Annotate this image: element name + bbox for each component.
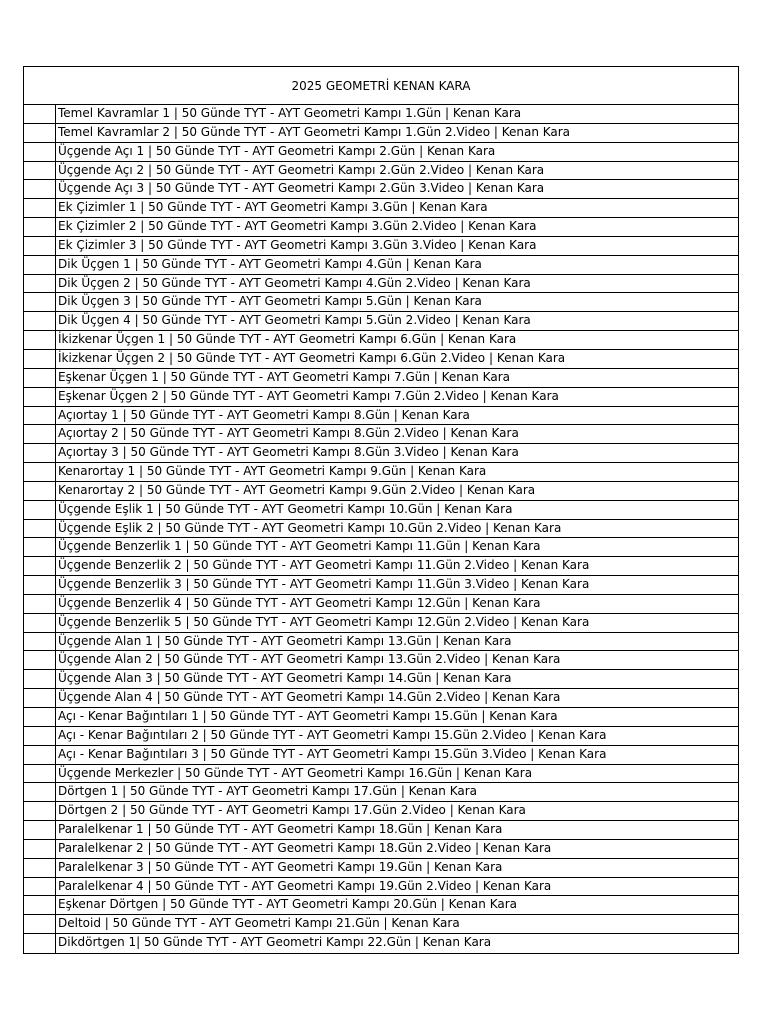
row-index-cell[interactable] [24,878,56,896]
row-index-cell[interactable] [24,708,56,726]
table-row [24,633,738,652]
table-row [24,915,738,934]
video-title-cell[interactable]: Üçgende Merkezler | 50 Günde TYT - AYT Geometri Kampı 16.Gün | Kenan Kara [58,765,533,780]
video-title-cell[interactable]: İkizkenar Üçgen 2 | 50 Günde TYT - AYT Geometri Kampı 6.Gün 2.Video | Kenan Kara [58,350,566,365]
row-index-cell[interactable] [24,350,56,368]
table-row [24,859,738,878]
row-index-cell[interactable] [24,388,56,406]
row-index-cell[interactable] [24,369,56,387]
video-title-cell[interactable]: Üçgende Alan 1 | 50 Günde TYT - AYT Geometri Kampı 13.Gün | Kenan Kara [58,633,512,648]
video-title-cell[interactable]: Dik Üçgen 2 | 50 Günde TYT - AYT Geometri Kampı 4.Gün 2.Video | Kenan Kara [58,275,531,290]
row-index-cell[interactable] [24,765,56,783]
video-title-cell[interactable]: Açıortay 3 | 50 Günde TYT - AYT Geometri Kampı 8.Gün 3.Video | Kenan Kara [58,445,519,460]
row-index-cell[interactable] [24,802,56,820]
video-title-cell[interactable]: Temel Kavramlar 1 | 50 Günde TYT - AYT Geometri Kampı 1.Gün | Kenan Kara [58,106,522,120]
table-row [24,520,738,539]
table-row [24,595,738,614]
row-index-cell[interactable] [24,162,56,180]
video-title-cell[interactable]: Ek Çizimler 1 | 50 Günde TYT - AYT Geometri Kampı 3.Gün | Kenan Kara [58,200,488,215]
video-title-cell[interactable]: Üçgende Açı 2 | 50 Günde TYT - AYT Geometri Kampı 2.Gün 2.Video | Kenan Kara [58,162,545,177]
table-row [24,350,738,369]
row-index-cell[interactable] [24,727,56,745]
video-title-cell[interactable]: Üçgende Alan 4 | 50 Günde TYT - AYT Geometri Kampı 14.Gün 2.Video | Kenan Kara [58,690,561,705]
table-body [24,105,738,953]
video-title-cell[interactable]: Eşkenar Dörtgen | 50 Günde TYT - AYT Geometri Kampı 20.Gün | Kenan Kara [58,897,517,912]
table-row [24,651,738,670]
table-row [24,369,738,388]
row-index-cell[interactable] [24,520,56,538]
video-title-cell[interactable]: Açı - Kenar Bağıntıları 3 | 50 Günde TYT - AYT Geometri Kampı 15.Gün 3.Video | Kenan Kara [58,746,607,761]
table-row [24,444,738,463]
table-row [24,670,738,689]
table-row [24,538,738,557]
video-title-cell[interactable]: Üçgende Benzerlik 1 | 50 Günde TYT - AYT Geometri Kampı 11.Gün | Kenan Kara [58,539,541,554]
video-title-cell[interactable]: Paralelkenar 4 | 50 Günde TYT - AYT Geometri Kampı 19.Gün 2.Video | Kenan Kara [58,878,552,893]
row-index-cell[interactable] [24,633,56,651]
row-index-cell[interactable] [24,670,56,688]
table-row [24,293,738,312]
video-title-cell[interactable]: Dik Üçgen 3 | 50 Günde TYT - AYT Geometri Kampı 5.Gün | Kenan Kara [58,294,482,309]
table-row [24,557,738,576]
table-row [24,802,738,821]
video-title-cell[interactable]: Üçgende Benzerlik 3 | 50 Günde TYT - AYT Geometri Kampı 11.Gün 3.Video | Kenan Kara [58,577,590,592]
table-row [24,727,738,746]
video-title-cell[interactable]: Kenarortay 2 | 50 Günde TYT - AYT Geometri Kampı 9.Gün 2.Video | Kenan Kara [58,482,536,497]
table-row [24,783,738,802]
row-index-cell[interactable] [24,312,56,330]
row-index-cell[interactable] [24,105,56,123]
row-index-cell[interactable] [24,538,56,556]
video-title-cell[interactable]: Açıortay 1 | 50 Günde TYT - AYT Geometri Kampı 8.Gün | Kenan Kara [58,407,470,422]
row-index-cell[interactable] [24,595,56,613]
table-row [24,331,738,350]
row-index-cell[interactable] [24,915,56,933]
row-index-cell[interactable] [24,501,56,519]
row-index-cell[interactable] [24,143,56,161]
row-index-cell[interactable] [24,444,56,462]
table-row [24,896,738,915]
video-title-cell[interactable]: Dörtgen 2 | 50 Günde TYT - AYT Geometri Kampı 17.Gün 2.Video | Kenan Kara [58,803,526,818]
table-row [24,501,738,520]
spreadsheet-table [23,66,739,954]
row-index-cell[interactable] [24,407,56,425]
video-title-cell[interactable]: Üçgende Benzerlik 2 | 50 Günde TYT - AYT Geometri Kampı 11.Gün 2.Video | Kenan Kara [58,558,590,573]
row-index-cell[interactable] [24,124,56,142]
video-title-cell[interactable]: Üçgende Açı 1 | 50 Günde TYT - AYT Geometri Kampı 2.Gün | Kenan Kara [58,143,496,158]
video-title-cell[interactable]: Ek Çizimler 3 | 50 Günde TYT - AYT Geometri Kampı 3.Gün 3.Video | Kenan Kara [58,237,537,252]
video-title-cell[interactable]: Paralelkenar 2 | 50 Günde TYT - AYT Geometri Kampı 18.Gün 2.Video | Kenan Kara [58,840,552,855]
row-index-cell[interactable] [24,651,56,669]
table-title: 2025 GEOMETRİ KENAN KARA [291,78,471,93]
video-title-cell[interactable]: Üçgende Benzerlik 5 | 50 Günde TYT - AYT Geometri Kampı 12.Gün 2.Video | Kenan Kara [58,614,590,629]
video-title-cell[interactable]: Üçgende Eşlik 1 | 50 Günde TYT - AYT Geometri Kampı 10.Gün | Kenan Kara [58,501,513,516]
row-index-cell[interactable] [24,256,56,274]
video-title-cell[interactable]: Dikdörtgen 1| 50 Günde TYT - AYT Geometri Kampı 22.Gün | Kenan Kara [58,935,492,950]
row-index-cell[interactable] [24,218,56,236]
table-row [24,218,738,237]
table-row [24,463,738,482]
row-index-cell[interactable] [24,934,56,953]
video-title-cell[interactable]: Temel Kavramlar 2 | 50 Günde TYT - AYT Geometri Kampı 1.Gün 2.Video | Kenan Kara [58,124,571,139]
table-row [24,765,738,784]
table-row [24,878,738,897]
table-row [24,162,738,181]
table-row [24,275,738,294]
row-index-cell[interactable] [24,896,56,914]
row-index-cell[interactable] [24,859,56,877]
table-row [24,105,738,124]
row-index-cell[interactable] [24,783,56,801]
table-row [24,689,738,708]
row-index-cell[interactable] [24,180,56,198]
table-row [24,708,738,727]
video-title-cell[interactable]: İkizkenar Üçgen 1 | 50 Günde TYT - AYT Geometri Kampı 6.Gün | Kenan Kara [58,332,517,347]
row-index-cell[interactable] [24,237,56,255]
row-index-cell[interactable] [24,293,56,311]
table-row [24,821,738,840]
table-row [24,425,738,444]
table-row [24,180,738,199]
table-row [24,746,738,765]
video-title-cell[interactable]: Üçgende Alan 2 | 50 Günde TYT - AYT Geometri Kampı 13.Gün 2.Video | Kenan Kara [58,652,561,667]
row-index-cell[interactable] [24,331,56,349]
video-title-cell[interactable]: Üçgende Benzerlik 4 | 50 Günde TYT - AYT Geometri Kampı 12.Gün | Kenan Kara [58,595,541,610]
row-index-cell[interactable] [24,463,56,481]
table-row [24,143,738,162]
video-title-cell[interactable]: Üçgende Alan 3 | 50 Günde TYT - AYT Geometri Kampı 14.Gün | Kenan Kara [58,671,512,686]
table-row [24,614,738,633]
video-title-cell[interactable]: Dörtgen 1 | 50 Günde TYT - AYT Geometri Kampı 17.Gün | Kenan Kara [58,784,478,799]
table-row [24,840,738,859]
video-title-cell[interactable]: Eşkenar Üçgen 2 | 50 Günde TYT - AYT Geometri Kampı 7.Gün 2.Video | Kenan Kara [58,388,559,403]
video-title-cell[interactable]: Paralelkenar 3 | 50 Günde TYT - AYT Geometri Kampı 19.Gün | Kenan Kara [58,859,503,874]
row-index-cell[interactable] [24,840,56,858]
table-row [24,482,738,501]
table-row [24,256,738,275]
row-index-cell[interactable] [24,821,56,839]
table-row [24,124,738,143]
video-title-cell[interactable]: Paralelkenar 1 | 50 Günde TYT - AYT Geometri Kampı 18.Gün | Kenan Kara [58,822,503,837]
video-title-cell[interactable]: Kenarortay 1 | 50 Günde TYT - AYT Geometri Kampı 9.Gün | Kenan Kara [58,464,487,479]
table-row [24,237,738,256]
video-title-cell[interactable]: Üçgende Eşlik 2 | 50 Günde TYT - AYT Geometri Kampı 10.Gün 2.Video | Kenan Kara [58,520,562,535]
row-index-cell[interactable] [24,275,56,293]
table-row [24,934,738,953]
table-row [24,388,738,407]
video-title-cell[interactable]: Deltoid | 50 Günde TYT - AYT Geometri Kampı 21.Gün | Kenan Kara [58,916,460,931]
table-row [24,312,738,331]
row-index-cell[interactable] [24,199,56,217]
video-title-cell[interactable]: Ek Çizimler 2 | 50 Günde TYT - AYT Geometri Kampı 3.Gün 2.Video | Kenan Kara [58,219,537,234]
table-title-row [24,67,738,105]
video-title-cell[interactable]: Üçgende Açı 3 | 50 Günde TYT - AYT Geometri Kampı 2.Gün 3.Video | Kenan Kara [58,181,545,196]
row-index-cell[interactable] [24,425,56,443]
video-title-cell[interactable]: Açıortay 2 | 50 Günde TYT - AYT Geometri Kampı 8.Gün 2.Video | Kenan Kara [58,426,519,441]
video-title-cell[interactable]: Açı - Kenar Bağıntıları 2 | 50 Günde TYT - AYT Geometri Kampı 15.Gün 2.Video | Kenan Kara [58,727,607,742]
row-index-cell[interactable] [24,576,56,594]
row-index-cell[interactable] [24,689,56,707]
row-index-cell[interactable] [24,746,56,764]
row-index-cell[interactable] [24,557,56,575]
table-row [24,199,738,218]
row-index-cell[interactable] [24,614,56,632]
row-index-cell[interactable] [24,482,56,500]
table-row [24,407,738,426]
video-title-cell[interactable]: Dik Üçgen 1 | 50 Günde TYT - AYT Geometri Kampı 4.Gün | Kenan Kara [58,256,482,271]
table-row [24,576,738,595]
video-title-cell[interactable]: Dik Üçgen 4 | 50 Günde TYT - AYT Geometri Kampı 5.Gün 2.Video | Kenan Kara [58,313,531,328]
video-title-cell[interactable]: Açı - Kenar Bağıntıları 1 | 50 Günde TYT - AYT Geometri Kampı 15.Gün | Kenan Kara [58,709,558,723]
video-title-cell[interactable]: Eşkenar Üçgen 1 | 50 Günde TYT - AYT Geometri Kampı 7.Gün | Kenan Kara [58,369,510,384]
